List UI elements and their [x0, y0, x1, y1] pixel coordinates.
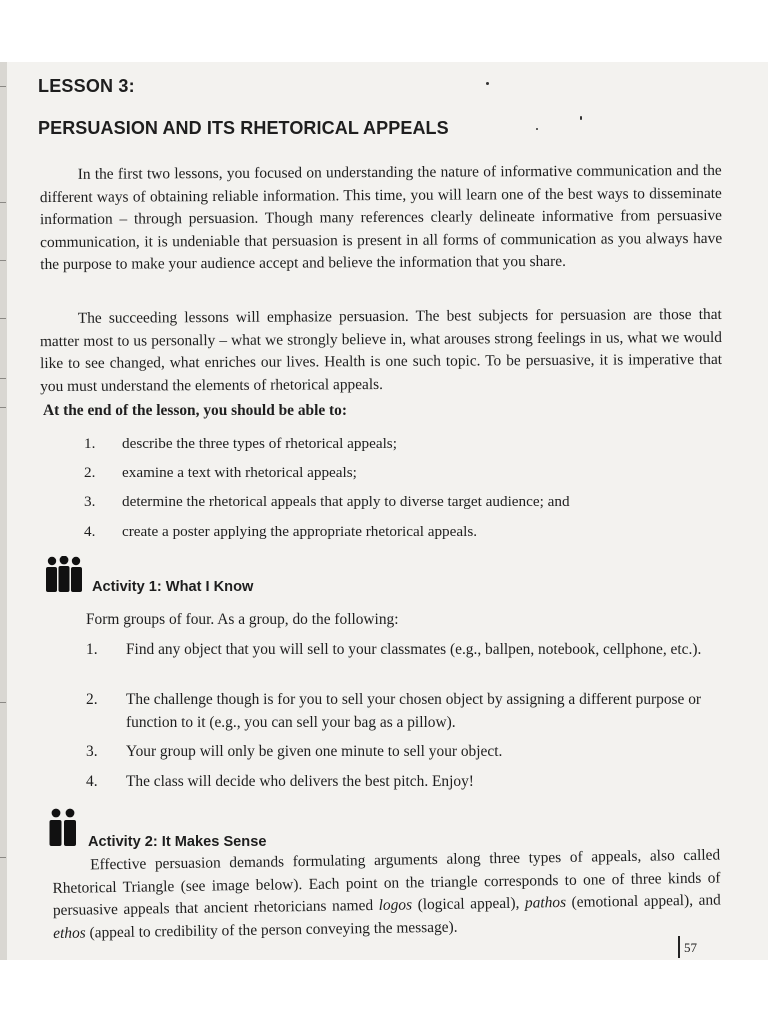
lesson-label: LESSON 3:	[38, 76, 135, 96]
pathos-term: pathos	[524, 893, 567, 912]
group-of-three-icon	[44, 556, 84, 599]
dust-speck	[536, 128, 538, 130]
activity2-title: Activity 2: It Makes Sense	[88, 834, 267, 850]
activity1-title: Activity 1: What I Know	[92, 579, 254, 595]
activity1-instructions: Form groups of four. As a group, do the following:	[86, 611, 399, 628]
objectives-heading: At the end of the lesson, you should be able to:	[43, 402, 347, 419]
lesson-title: PERSUASION AND ITS RHETORICAL APPEALS	[38, 118, 449, 138]
intro-paragraph: In the first two lessons, you focused on understanding the nature of informative communication and the different ways of obtaining reliable information. This time, you will learn one of the best ways to disseminate information – through persuasion. Though many references clearly delineate informative from persuasive communication, it is undeniable that persuasion is present in all forms of communication as you always have the purpose to make your audience accept and believe the information that you share.	[39, 161, 723, 274]
page-number: 57	[684, 940, 697, 955]
dust-speck	[486, 82, 489, 85]
pair-of-people-icon	[48, 808, 78, 853]
dust-speck	[580, 116, 582, 120]
textbook-page: LESSON 3: PERSUASION AND ITS RHETORICAL APPEALS In the first two lessons, you focused on understanding the nature of informative communication and the different ways of obtaining reliable information. This time, you will learn one of the best ways to disseminate information – through persuasion. Though many references clearly delineate informative from persuasive communication, it is undeniable that persuasion is present in all forms of communication as you always have the purpose to make your audience accept and believe the information that you share. The succeeding lessons will emphasize persuasion. The best subjects for persuasion are those that matter most to us personally – what we strongly believe in, what arouses strong feelings in us, what we would like to see changed, what enriches our lives. Health is one such topic. To be persuasive, it is imperative that you must understand the elements of rhetorical appeals. At the end of the lesson, you should be able to: 1. describe the three types of rhetorical appeals; 2. examine a text with rhetorical appeals; 3. determine the rhetorical appeals that apply to diverse target audience; and 4. create a poster applying the appropriate rhetorical appeals. Activity 1: What I Know Form groups of four. As a group, do the following: 1. Find any object that you will sell to your classmates (e.g., ballpen, notebook, cellphone, etc.). 2. The challenge though is for you to sell your chosen object by assigning a different purpose or function to it (e.g., you can sell your bag as a pillow). 3. Your group will only be given one minute to sell your object. 4. The class will decide who delivers the best pitch. Enjoy! Activity 2: It Makes Sense Effective persuasion demands formulating arguments along three types of appeals, also called Rhetorical Triangle (see image below). Each point on the triangle corresponds to one of three kinds of persuasive appeals that ancient rhetoricians named logos (logical appeal), pathos (emotional appeal), and ethos (appeal to credibility of the person conveying the message). 57	[0, 62, 768, 960]
page-gutter-shadow	[0, 62, 7, 960]
activity2-paragraph: Effective persuasion demands formulating arguments along three types of appeals, also called Rhetorical Triangle (see image below). Each point on the triangle corresponds to one of three kinds of persuasive appeals that ancient rhetoricians named logos (logical appeal), pathos (emotional appeal), and ethos (appeal to credibility of the person conveying the message).	[52, 846, 721, 942]
logos-term: logos	[378, 896, 413, 914]
second-paragraph: The succeeding lessons will emphasize persuasion. The best subjects for persuasion are those that matter most to us personally – what we strongly believe in, what arouses strong feelings in us, what we would like to see changed, what enriches our lives. Health is one such topic. To be persuasive, it is imperative that you must understand the elements of rhetorical appeals.	[39, 305, 723, 395]
ethos-term: ethos	[53, 923, 86, 942]
page-number-rule	[678, 936, 680, 958]
